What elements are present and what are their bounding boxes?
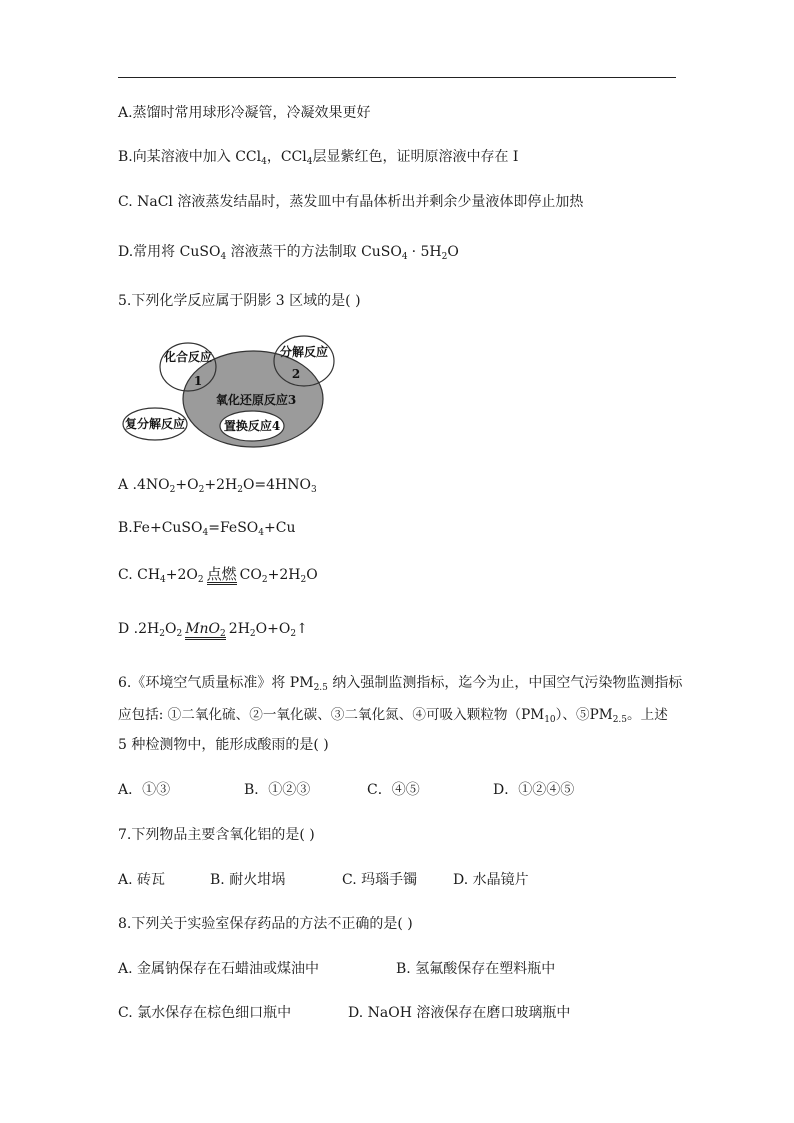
region-1: 1 [193,374,203,388]
q6-option-d: D．①②④⑤ [493,782,575,798]
q4-option-b: B.向某溶液中加入 CCl$_4$，CCl$_4$层显紫红色，证明原溶液中存在 I [118,149,519,167]
q8-option-b: B. 氢氟酸保存在塑料瓶中 [396,961,556,977]
q8-option-a: A. 金属钠保存在石蜡油或煤油中 [118,961,320,977]
q6-stem-line2: 应包括: ①二氧化硫、②一氧化碳、③二氧化氮、④可吸入颗粒物$(PM_{10})$、$⑤PM_{2.5}$。上述 [118,707,668,725]
q8-option-c: C. 氯水保存在棕色细口瓶中 [118,1005,292,1021]
label-redox: 氧化还原反应3 [215,393,297,407]
q8-stem: 8.下列关于实验室保存药品的方法不正确的是( ) [118,916,413,932]
q7-option-c: C. 玛瑙手镯 [342,872,418,888]
reaction-type-diagram [118,334,348,450]
q7-option-a: A. 砖瓦 [118,872,166,888]
q8-option-d: D. NaOH 溶液保存在磨口玻璃瓶中 [348,1005,571,1021]
region-2: 2 [291,367,301,381]
q6-option-a: A．①③ [118,782,171,798]
label-combination: 化合反应 [163,350,213,364]
q5-option-a: A $.4NO_2+O_2+2H_2O=4HNO_3$ [118,477,317,495]
q5-stem: 5.下列化学反应属于阴影 3 区域的是( ) [118,293,361,309]
q4-option-d: D.常用将 CuSO$_4$ 溶液蒸干的方法制取 CuSO$_4$ · $5H_2O$ [118,244,459,262]
label-double-replacement: 复分解反应 [124,417,186,431]
header-rule [118,77,676,78]
q5-option-c: C. $CH_4+2O_2$ 点燃 $CO_2+2H_2O$ [118,565,318,585]
q5-option-d: D $.2H_2O_2$ MnO$_2$ $2H_2O+O_2↑$ [118,621,308,639]
q6-option-b: B．①②③ [244,782,311,798]
q6-option-c: C．④⑤ [367,782,420,798]
q6-stem-line1: 6.《环境空气质量标准》将 $PM_{2.5}$ 纳入强制监测指标，迄今为止，中国空气污染物监测指标 [118,675,683,693]
reaction-condition: 点燃 [206,565,237,583]
label-decomposition: 分解反应 [279,345,329,359]
q4-option-c: C. NaCl 溶液蒸发结晶时，蒸发皿中有晶体析出并剩余少量液体即停止加热 [118,194,584,210]
q5-option-b: B.Fe+CuSO$_4$=FeSO$_4$+Cu [118,520,296,538]
q7-option-b: B. 耐火坩埚 [210,872,286,888]
q6-stem-line3: 5 种检测物中，能形成酸雨的是( ) [118,737,329,753]
label-replacement: 置换反应4 [223,419,281,433]
catalyst-condition: MnO$_2$ [185,621,226,639]
q7-stem: 7.下列物品主要含氧化铝的是( ) [118,827,315,843]
q4-option-a: A.蒸馏时常用球形冷凝管，冷凝效果更好 [118,105,371,121]
q7-option-d: D. 水晶镜片 [453,872,529,888]
